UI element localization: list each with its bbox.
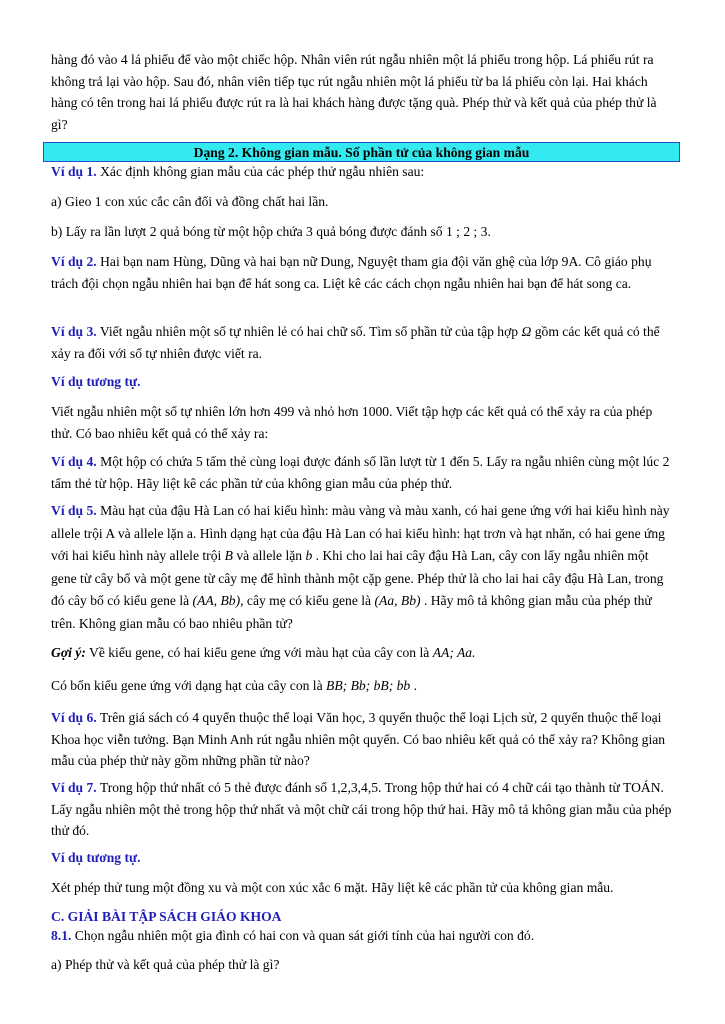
example-1-part-a: a) Gieo 1 con xúc cắc cân đối và đồng chất hai lần. — [51, 194, 329, 209]
father-genotype: (AA, Bb) — [192, 593, 241, 608]
example-2 — [51, 251, 676, 294]
hint-line-2-end: . — [410, 678, 418, 693]
example-3-text-after: gồm các kết quả có thể xảy ra đối với số tự nhiên được viết ra. — [51, 324, 660, 361]
section-heading: Dạng 2. Không gian mẫu. Số phần tử của không gian mẫu — [43, 142, 680, 162]
example-6-text: Trên giá sách có 4 quyển thuộc thể loại Văn học, 3 quyển thuộc thể loại Lịch sử, 2 quyển thuộc thể loại Khoa học viễn tưởng. Bạn Minh Anh rút ngẫu nhiên một quyển. Có bao nhiêu kết quả có thể xảy ra? Không gian mẫu của phép thử này gồm những phần tử nào? — [51, 710, 666, 768]
section-c-heading: C. GIẢI BÀI TẬP SÁCH GIÁO KHOA — [51, 909, 282, 924]
example-5-text-4: , cây mẹ có kiểu gene là — [240, 593, 375, 608]
hint-line-2 — [51, 675, 676, 697]
example-1 — [51, 161, 676, 183]
example-7 — [51, 777, 676, 842]
example-4-label: Ví dụ 4. — [51, 454, 97, 469]
example-5-text-1: Màu hạt của đậu Hà Lan có hai kiểu hình: màu vàng và màu xanh, có hai gene ứng với hai kiểu hình này allele trội A và allele lặn a. Hình dạng hạt của đậu Hà Lan có hai kiểu hình: hạt trơn và hạt nhăn, có hai gene ứng với hai kiểu hình này allele trội — [51, 503, 670, 563]
example-5-text-2: và allele lặn — [232, 548, 306, 563]
exercise-8-1 — [51, 925, 676, 947]
hint-text: Về kiểu gene, có hai kiểu gene ứng với màu hạt của cây con là — [85, 645, 433, 660]
hint-math-2: BB; Bb; bB; bb — [326, 678, 411, 693]
similar-example-2-text: Xét phép thử tung một đồng xu và một con xúc xắc 6 mặt. Hãy liệt kê các phần tử của không gian mẫu. — [51, 880, 614, 895]
example-2-label: Ví dụ 2. — [51, 254, 97, 269]
omega-symbol: Ω — [521, 324, 532, 339]
exercise-8-1-part-a: a) Phép thử và kết quả của phép thử là gì? — [51, 957, 280, 972]
example-5-label: Ví dụ 5. — [51, 503, 97, 518]
hint-label: Gợi ý: — [51, 645, 86, 660]
example-1-label: Ví dụ 1. — [51, 164, 97, 179]
example-7-text: Trong hộp thứ nhất có 5 thẻ được đánh số 1,2,3,4,5. Trong hộp thứ hai có 4 chữ cái tạo thành từ TOÁN. Lấy ngẫu nhiên một thẻ trong hộp thứ nhất và một chữ cái trong hộp thứ hai. Hãy mô tả không gian mẫu của phép thử đó. — [51, 780, 672, 838]
example-1-text: Xác định không gian mẫu của các phép thử ngẫu nhiên sau: — [96, 164, 425, 179]
example-3-text-before: Viết ngẫu nhiên một số tự nhiên lẻ có hai chữ số. Tìm số phần tử của tập hợp — [96, 324, 522, 339]
hint-line-1 — [51, 642, 676, 664]
exercise-8-1-label: 8.1. — [51, 928, 72, 943]
exercise-8-1-text: Chọn ngẫu nhiên một gia đình có hai con và quan sát giới tính của hai người con đó. — [71, 928, 535, 943]
allele-b: b — [305, 548, 313, 563]
mother-genotype: (Aa, Bb) — [374, 593, 421, 608]
example-5 — [51, 500, 676, 635]
example-6-label: Ví dụ 6. — [51, 710, 97, 725]
example-4-text: Một hộp có chứa 5 tấm thẻ cùng loại được đánh số lần lượt từ 1 đến 5. Lấy ra ngẫu nhiên cùng một lúc 2 tấm thẻ từ hộp. Hãy liệt kê các phần tử của không gian mẫu của phép thử. — [51, 454, 670, 491]
allele-B: B — [224, 548, 233, 563]
example-3-label: Ví dụ 3. — [51, 324, 97, 339]
example-1-part-b: b) Lấy ra lần lượt 2 quả bóng từ một hộp chứa 3 quả bóng được đánh số 1 ; 2 ; 3. — [51, 224, 491, 239]
example-7-label: Ví dụ 7. — [51, 780, 97, 795]
intro-paragraph: hàng đó vào 4 lá phiếu để vào một chiếc hộp. Nhân viên rút ngẫu nhiên một lá phiếu trong hộp. Lá phiếu rút ra không trả lại vào hộp. Sau đó, nhân viên tiếp tục rút ngẫu nhiên một lá phiếu từ ba lá phiếu còn lại. Hai khách hàng có tên trong hai lá phiếu được rút ra là hai khách hàng được tặng quà. Phép thử và kết quả của phép thử là gì? — [51, 52, 657, 132]
example-6 — [51, 707, 676, 772]
similar-example-1-text: Viết ngẫu nhiên một số tự nhiên lớn hơn 499 và nhỏ hơn 1000. Viết tập hợp các kết quả có thể xảy ra của phép thử. Có bao nhiêu kết quả có thể xảy ra: — [51, 404, 653, 441]
example-3 — [51, 321, 676, 364]
similar-example-2-label: Ví dụ tương tự. — [51, 850, 141, 865]
example-4 — [51, 451, 676, 494]
example-2-text: Hai bạn nam Hùng, Dũng và hai bạn nữ Dung, Nguyệt tham gia đội văn ghệ của lớp 9A. Cô giáo phụ trách đội chọn ngẫu nhiên hai bạn để hát song ca. Liệt kê các cách chọn ngẫu nhiên hai bạn để hát song ca. — [51, 254, 652, 291]
example-5-text-3: . Khi cho lai hai cây đậu Hà Lan, cây con lấy ngẫu nhiên một gene từ cây bố và một gene từ cây mẹ để hình thành một cặp gene. Phép thử là cho lai hai cây đậu Hà Lan, trong đó cây bố có kiểu gene là — [51, 548, 664, 608]
example-5-text-5: . Hãy mô tả không gian mẫu của phép thử trên. Không gian mẫu có bao nhiêu phần tử? — [51, 593, 652, 631]
hint-line-2-text: Có bốn kiểu gene ứng với dạng hạt của cây con là — [51, 678, 327, 693]
similar-example-1-label: Ví dụ tương tự. — [51, 374, 141, 389]
hint-math-1: AA; Aa. — [432, 645, 476, 660]
